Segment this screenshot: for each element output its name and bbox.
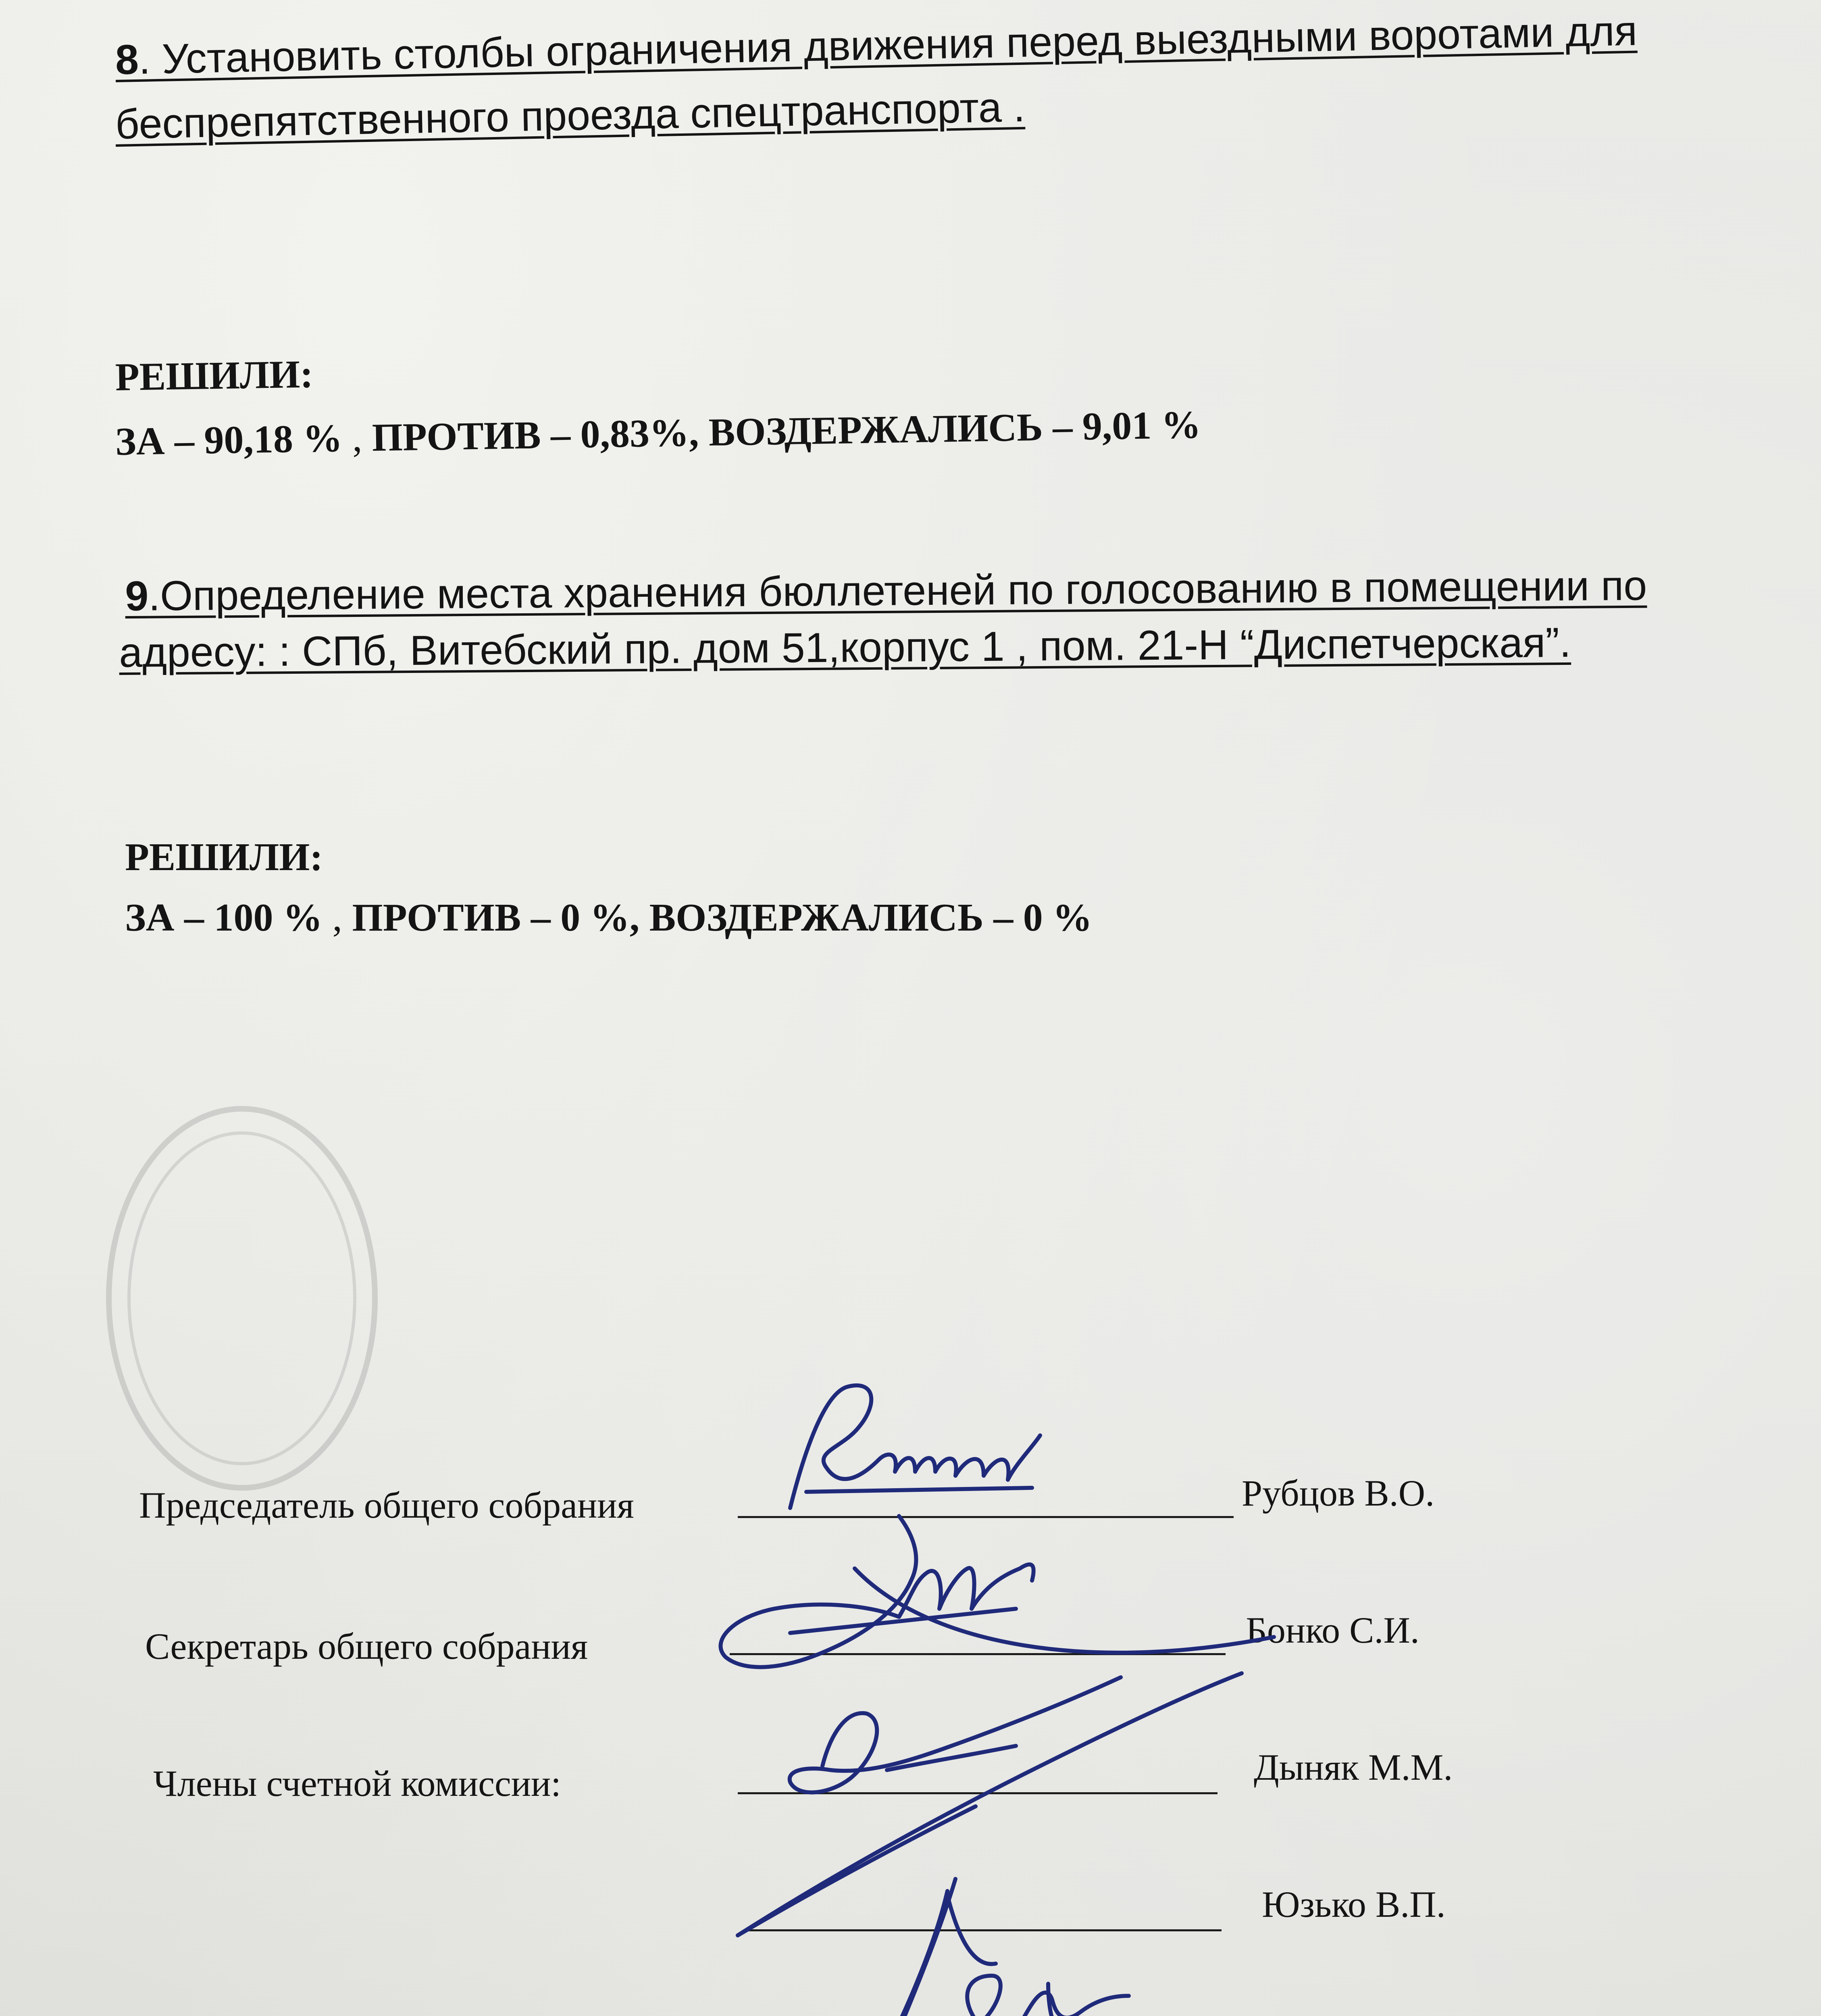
decision-8-rest: ПРОТИВ – 0,83%, ВОЗДЕРЖАЛИСЬ – 9,01 % bbox=[371, 403, 1201, 460]
item-9-number: 9 bbox=[125, 573, 149, 620]
chair-name: Рубцов В.О. bbox=[1242, 1472, 1435, 1514]
decision-8-sep: , bbox=[342, 416, 373, 460]
secretary-name: Бонко С.И. bbox=[1246, 1610, 1419, 1651]
decision-9-for: ЗА – 100 % bbox=[125, 896, 323, 939]
decision-9-rest: ПРОТИВ – 0 %, ВОЗДЕРЖАЛИСЬ – 0 % bbox=[352, 896, 1093, 939]
member2-signature bbox=[884, 1879, 955, 2016]
secretary-signature bbox=[720, 1516, 1033, 1667]
chair-signature bbox=[790, 1385, 1040, 1508]
decision-9-heading: РЕШИЛИ: bbox=[125, 835, 323, 879]
secretary-signature-line bbox=[730, 1653, 1226, 1655]
item-9-text-1: .Определение места хранения бюллетеней по голосованию в помещении по bbox=[148, 562, 1647, 620]
decision-8-result bbox=[115, 402, 1201, 464]
commission-role: Члены счетной комиссии: bbox=[153, 1763, 561, 1804]
item-8-line-1 bbox=[115, 7, 1638, 84]
member2-name: Юзько В.П. bbox=[1262, 1884, 1446, 1925]
item-8-line-2 bbox=[115, 83, 1025, 149]
member1-signature bbox=[790, 1677, 1121, 1792]
decision-9-result bbox=[125, 895, 1092, 940]
member1-signature-line bbox=[738, 1792, 1217, 1794]
item-9-text-2: адресу: : СПб, Витебский пр. дом 51,корпус 1 , пом. 21-Н “Диспетчерская”. bbox=[119, 619, 1571, 676]
item-8-number: 8 bbox=[115, 36, 139, 83]
item-8-text-2: беспрепятственного проезда спецтранспорта . bbox=[115, 83, 1026, 148]
decision-8-heading: РЕШИЛИ: bbox=[115, 352, 314, 399]
member2-signature-line bbox=[746, 1929, 1222, 1931]
chair-signature-line bbox=[738, 1516, 1234, 1518]
item-9-line-1 bbox=[125, 562, 1647, 621]
stamp-impression bbox=[97, 1089, 379, 1512]
item-9-line-2 bbox=[119, 619, 1571, 677]
decision-9-sep: , bbox=[323, 896, 352, 939]
member1-name: Дыняк М.М. bbox=[1254, 1747, 1453, 1788]
chair-role: Председатель общего собрания bbox=[139, 1485, 634, 1526]
item-8-text-1: . Установить столбы ограничения движения перед выездными воротами для bbox=[138, 7, 1638, 83]
decision-8-for: ЗА – 90,18 % bbox=[115, 417, 343, 464]
member3-signature bbox=[967, 1976, 1129, 2016]
secretary-role: Секретарь общего собрания bbox=[145, 1626, 588, 1667]
